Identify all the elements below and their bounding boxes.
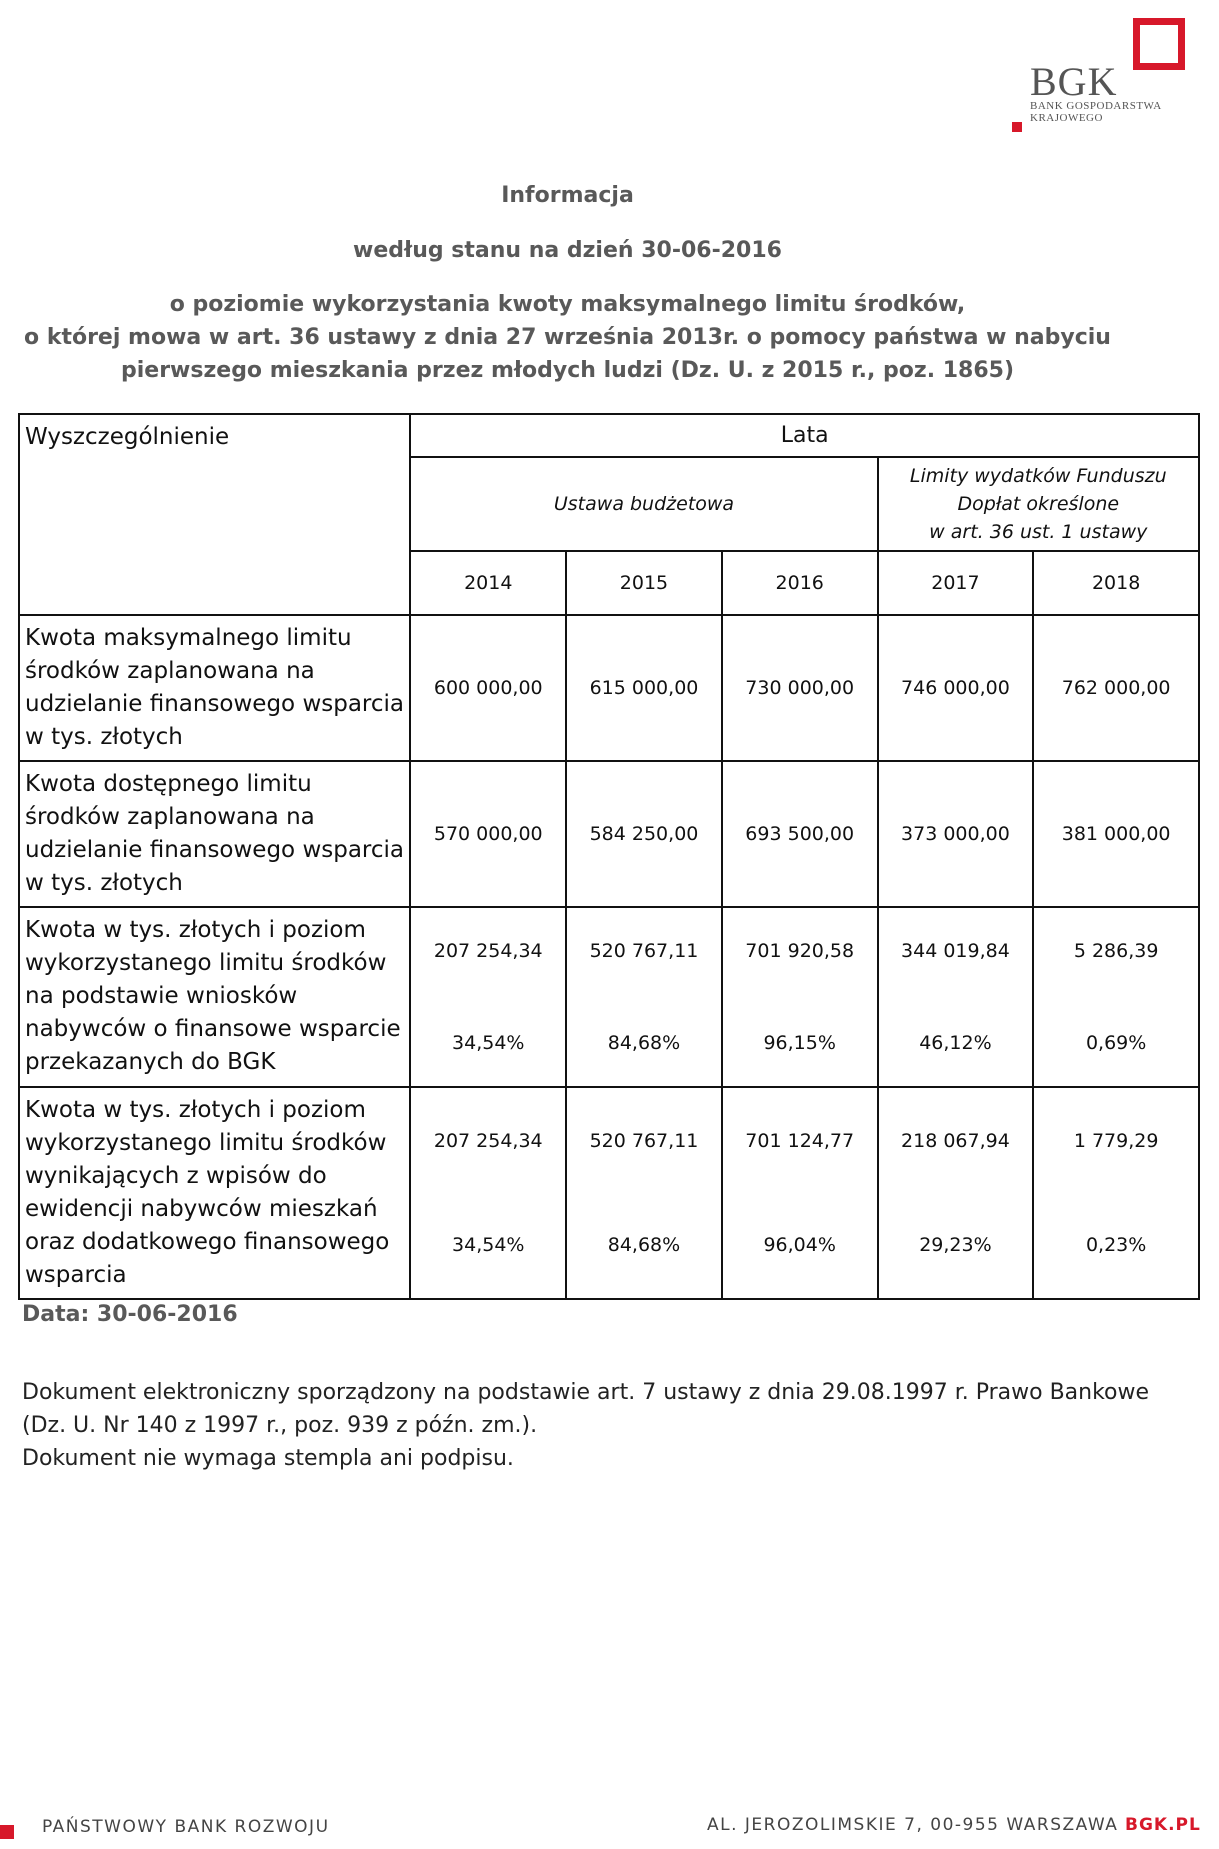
row-label: Kwota w tys. złotych i poziom wykorzystanego limitu środków wynikających z wpisów do ewidencji nabywców mieszkań oraz dodatkowego finansowego wsparcia [19,1087,410,1299]
value-cell: 584 250,00 [566,761,722,907]
value-cell [1033,1087,1199,1299]
footer-website-link[interactable]: BGK.PL [1125,1815,1201,1835]
percent-value: 34,54% [452,1234,525,1256]
value-cell: 381 000,00 [1033,761,1199,907]
table-row [19,1087,1199,1299]
logo-subtitle-line1: BANK GOSPODARSTWA [1030,100,1162,112]
year-header: 2017 [878,551,1034,615]
value-cell [722,1087,878,1299]
year-header: 2014 [410,551,566,615]
value-cell: 730 000,00 [722,615,878,761]
row-label: Kwota maksymalnego limitu środków zaplanowana na udzielanie finansowego wsparcia w tys. złotych [19,615,410,761]
data-date: Data: 30-06-2016 [22,1302,238,1327]
group-header-fund-limits-line2: Dopłat określone [957,493,1120,515]
column-header-specification: Wyszczególnienie [19,414,410,615]
amount-value: 701 124,77 [745,1130,855,1152]
amount-value: 520 767,11 [589,1130,699,1152]
footer-square-icon [0,1825,14,1839]
percent-value: 29,23% [919,1234,992,1256]
year-header: 2016 [722,551,878,615]
percent-value: 84,68% [607,1234,681,1256]
group-header-fund-limits [878,457,1199,551]
percent-value: 96,04% [763,1234,836,1256]
amount-value: 520 767,11 [589,940,699,962]
value-cell [1033,907,1199,1087]
year-header: 2015 [566,551,722,615]
amount-value: 207 254,34 [433,940,543,962]
amount-value: 5 286,39 [1073,940,1159,962]
percent-value: 0,23% [1085,1234,1147,1256]
value-cell: 615 000,00 [566,615,722,761]
value-cell: 570 000,00 [410,761,566,907]
footer-bank-name: PAŃSTWOWY BANK ROZWOJU [42,1817,330,1837]
table-row [19,907,1199,1087]
value-cell: 600 000,00 [410,615,566,761]
percent-value: 0,69% [1085,1032,1147,1054]
years-header: Lata [410,414,1199,457]
amount-value: 218 067,94 [901,1130,1010,1152]
logo-name: BGK [1030,59,1118,104]
group-header-fund-limits-line1: Limity wydatków Funduszu [909,465,1167,487]
amount-value: 207 254,34 [433,1130,543,1152]
value-cell [878,1087,1034,1299]
group-header-fund-limits-line3: w art. 36 ust. 1 ustawy [929,521,1148,543]
description-line1: o poziomie wykorzystania kwoty maksymalnego limitu środków, [169,292,966,317]
year-header: 2018 [1033,551,1199,615]
value-cell [566,907,722,1087]
value-cell: 373 000,00 [878,761,1034,907]
logo-subtitle-line2: KRAJOWEGO [1030,112,1103,124]
document-note-line2: (Dz. U. Nr 140 z 1997 r., poz. 939 z późn. zm.). [22,1413,538,1438]
value-cell [722,907,878,1087]
value-cell [410,907,566,1087]
amount-value: 1 779,29 [1073,1130,1159,1152]
page-title: Informacja [501,183,634,208]
value-cell: 746 000,00 [878,615,1034,761]
amount-value: 344 019,84 [901,940,1010,962]
document-note-line3: Dokument nie wymaga stempla ani podpisu. [22,1446,514,1471]
percent-value: 96,15% [763,1032,836,1054]
description-line3: pierwszego mieszkania przez młodych ludzi (Dz. U. z 2015 r., poz. 1865) [120,358,1015,383]
description [0,288,1135,387]
percent-value: 84,68% [607,1032,681,1054]
logo-square-icon [1133,18,1185,70]
logo-dot-icon [1012,122,1022,132]
footer-address: AL. JEROZOLIMSKIE 7, 00-955 WARSZAWA [707,1815,1119,1835]
document-note-line1: Dokument elektroniczny sporządzony na podstawie art. 7 ustawy z dnia 29.08.1997 r. Prawo Bankowe [22,1380,1150,1405]
row-label: Kwota w tys. złotych i poziom wykorzystanego limitu środków na podstawie wniosków nabywców o finansowe wsparcie przekazanych do BGK [19,907,410,1087]
value-cell [566,1087,722,1299]
table-row [19,615,1199,761]
value-cell: 762 000,00 [1033,615,1199,761]
value-cell [410,1087,566,1299]
group-header-budget: Ustawa budżetowa [410,457,877,551]
description-line2: o której mowa w art. 36 ustawy z dnia 27 września 2013r. o pomocy państwa w nabyciu [24,325,1111,350]
percent-value: 46,12% [919,1032,992,1054]
limits-table [18,413,1200,1300]
table-row [19,761,1199,907]
logo-subtitle [1030,100,1162,124]
value-cell: 693 500,00 [722,761,878,907]
document-note [22,1376,1192,1475]
amount-value: 701 920,58 [745,940,855,962]
value-cell [878,907,1034,1087]
percent-value: 34,54% [452,1032,525,1054]
date-line: według stanu na dzień 30-06-2016 [353,238,782,263]
row-label: Kwota dostępnego limitu środków zaplanowana na udzielanie finansowego wsparcia w tys. złotych [19,761,410,907]
